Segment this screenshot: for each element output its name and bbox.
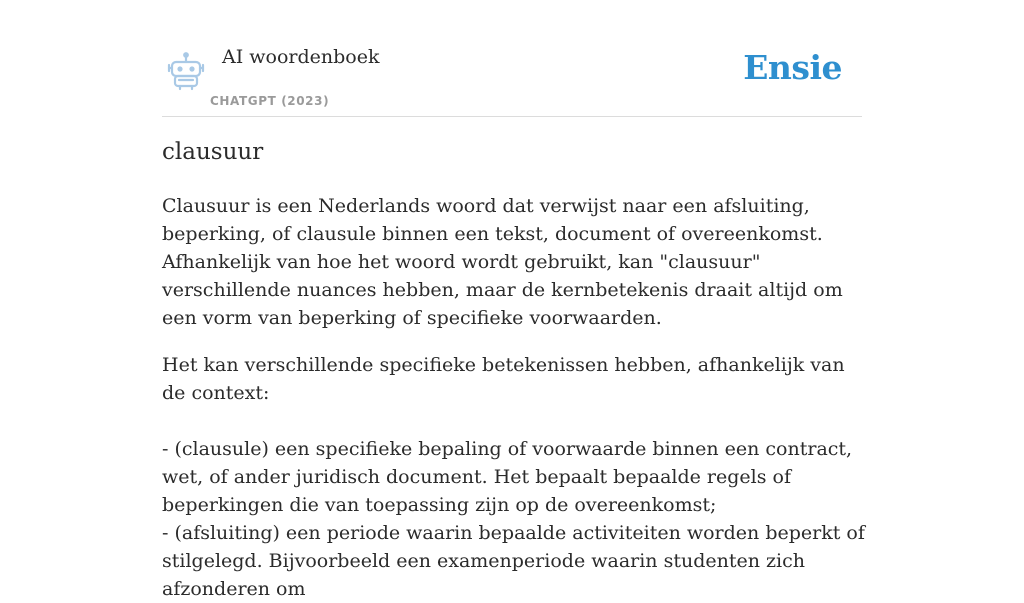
entry-page (162, 0, 865, 600)
source-title[interactable]: AI woordenboek (222, 46, 380, 68)
source-meta: CHATGPT (2023) (210, 94, 330, 108)
brand-logo[interactable]: Ensie (743, 48, 842, 87)
spacer (162, 407, 867, 435)
meaning-item: - (afsluiting) een periode waarin bepaalde activiteiten worden beperkt of stilgelegd. Bijvoorbeeld een examenperiode waarin studenten zich afzonderen om (162, 522, 865, 600)
context-intro: Het kan verschillende specifieke betekenissen hebben, afhankelijk van de context: (162, 354, 845, 404)
headword: clausuur (162, 139, 264, 165)
entry-body (162, 192, 867, 603)
definition-paragraph: Clausuur is een Nederlands woord dat verwijst naar een afsluiting, beperking, of clausule binnen een tekst, document of overeenkomst. Afhankelijk van hoe het woord wordt gebruikt, kan "clausuur" verschillende nuances hebben, maar de kernbetekenis draait altijd om een vorm van beperking of specifieke voorwaarden. (162, 195, 843, 329)
source-header (162, 0, 862, 117)
meaning-item: - (clausule) een specifieke bepaling of voorwaarde binnen een contract, wet, of ander juridisch document. Het bepaalt bepaalde regels of beperkingen die van toepassing zijn op de overeenkomst; (162, 438, 853, 516)
robot-icon (166, 52, 206, 90)
